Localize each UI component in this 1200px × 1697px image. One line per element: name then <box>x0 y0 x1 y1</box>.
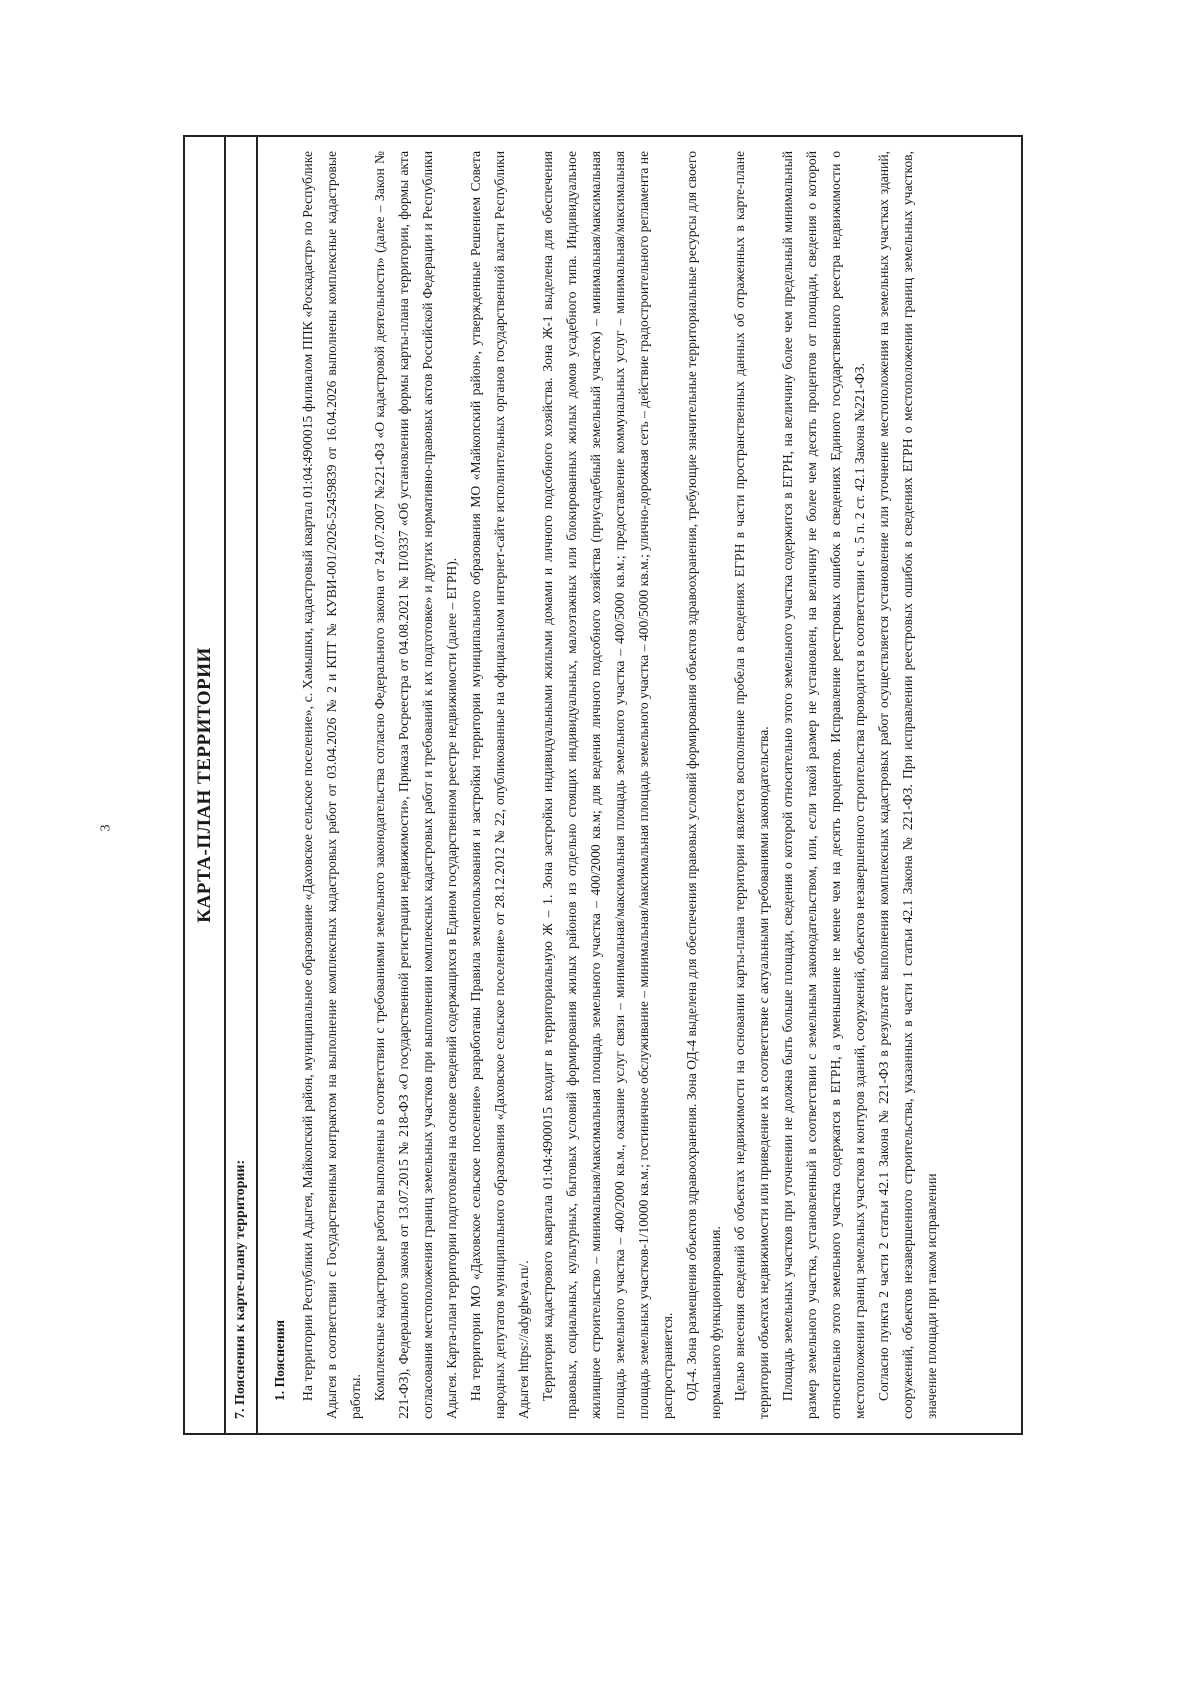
rotated-page-content <box>183 135 1023 1435</box>
paragraph: Целью внесения сведений об объектах недвижимости на основании карты-плана территории является восполнение пробела в сведениях ЕГРН в части пространственных данных об отраженных в карте-плане территории объектах недвижимости или приведение их в соответствие с актуальными требованиями законодательства. <box>732 151 771 1419</box>
paragraph: На территории Республики Адыгея, Майкопский район, муниципальное образование «Даховское сельское поселение», с. Хамышки, кадастровый квартал 01:04:4900015 филиалом ППК «Роскадастр» по Республике Адыгея в соответствии с Государственным контрактом на выполнение комплексных кадастровых работ от 03.04.2026 № 2 и КПТ № КУВИ-001/2026-52459839 от 16.04.2026 выполнены комплексные кадастровые работы. <box>300 151 363 1419</box>
explanations-body <box>258 137 944 1433</box>
paragraph: Территория кадастрового квартала 01:04:4900015 входит в территориальную Ж – 1. Зона застройки индивидуальными жилыми домами и личного подсобного хозяйства. Зона Ж-1 выделена для обеспечения правовых, социальных, культурных, бытовых условий формирования жилых районов из отдельно стоящих индивидуальных, малоэтажных или блокированных жилых домов усадебного типа. Индивидуальное жилищное строительство – минимальная/максимальная площадь земельного участка – 400/2000 кв.м; для ведения личного подсобного хозяйства (приусадебный земельный участок) – минимальная/максимальная площадь земельного участка – 400/2000 кв.м., оказание услуг связи – минимальная/максимальная площадь земельного участка – 400/5000 кв.м.; предоставление коммунальных услуг – минимальная/максимальная площадь земельных участков-1/10000 кв.м.; гостиничное обслуживание – минимальная/максимальная площадь земельного участка – 400/5000 кв.м.; улично-дорожная сеть – действие градостроительного регламента не распространяется. <box>540 151 675 1419</box>
paragraph: Комплексные кадастровые работы выполнены в соответствии с требованиями земельного законодательства согласно Федерального закона от 24.07.2007 №221-ФЗ «О кадастровой деятельности» (далее – Закон № 221-ФЗ), Федерального закона от 13.07.2015 № 218-ФЗ «О государственной регистрации недвижимости», Приказа Росреестра от 04.08.2021 № П/0337 «Об установлении формы карты-плана территории, формы акта согласования местоположения границ земельных участков при выполнении комплексных кадастровых работ и требований к их подготовке» и других нормативно-правовых актов Российской Федерации и Республики Адыгея. Карта-план территории подготовлена на основе сведений содержащихся в Едином государственном реестре недвижимости (далее – ЕГРН). <box>372 151 459 1419</box>
paragraph: ОД-4. Зона размещения объектов здравоохранения. Зона ОД-4 выделена для обеспечения правовых условий формирования объектов здравоохранения, требующие значительные территориальные ресурсы для своего нормального функционирования. <box>684 151 723 1419</box>
paragraph: Согласно пункта 2 части 2 статьи 42.1 Закона № 221-ФЗ в результате выполнения комплексных кадастровых работ осуществляется установление или уточнение местоположения на земельных участках зданий, сооружений, объектов незавершенного строительства, указанных в части 1 статьи 42.1 Закона № 221-ФЗ. При исправлении реестровых ошибок в сведениях ЕГРН о местоположении границ земельных участков, значение площади при таком исправлении <box>876 151 939 1419</box>
paragraph: Площадь земельных участков при уточнении не должна быть больше площади, сведения о которой относительно этого земельного участка содержится в ЕГРН, на величину более чем предельный минимальный размер земельного участка, установленный в соответствии с земельным законодательством, или, если такой размер не установлен, на величину не более чем десять процентов от площади, сведения о которой относительно этого земельного участка содержатся в ЕГРН, а уменьшение не менее чем на десять процентов. Исправление реестровых ошибок в сведениях Единого государственного реестра недвижимости о местоположении границ земельных участков и контуров зданий, сооружений, объектов незавершенного строительства проводится в соответствии с ч. 5 п. 2 ст. 42.1 Закона №221-ФЗ. <box>780 151 867 1419</box>
document-frame <box>183 135 1023 1435</box>
section-title: 7. Пояснения к карте-плану территории: <box>226 137 258 1433</box>
subheading: 1. Пояснения <box>272 1320 287 1401</box>
page-number: 3 <box>98 824 114 832</box>
document-title: КАРТА-ПЛАН ТЕРРИТОРИИ <box>185 137 226 1433</box>
paragraph: На территории МО «Даховское сельское поселение» разработаны Правила землепользования и застройки территории муниципального образования МО «Майкопский район», утвержденные Решением Совета народных депутатов муниципального образования «Даховское сельское поселение» от 28.12.2012 № 22, опубликованные на официальном интернет-сайте исполнительных органов государственной власти Республики Адыгея https://adygheya.ru/. <box>468 151 531 1419</box>
